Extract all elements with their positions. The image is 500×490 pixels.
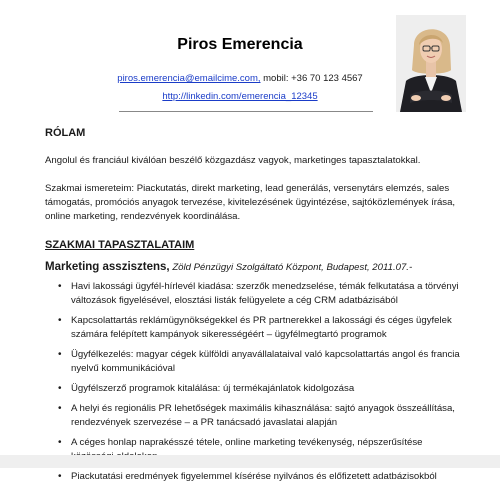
- mobile-number: mobil: +36 70 123 4567: [263, 73, 363, 84]
- page-bottom-strip: [0, 455, 500, 468]
- profile-photo: [396, 15, 466, 112]
- linkedin-link[interactable]: http://linkedin.com/emerencia_12345: [162, 91, 318, 102]
- email-link[interactable]: piros.emerencia@emailcime.com,: [117, 73, 261, 84]
- job-bullet-list: [45, 280, 465, 484]
- person-name: Piros Emerencia: [177, 36, 303, 53]
- job-title: Marketing asszisztens,: [45, 261, 170, 273]
- contact-info: [60, 70, 420, 106]
- list-item: • Havi lakossági ügyfél-hírlevél kiadása: szerzők menedzselése, témák felkutatása a törvényi változások figyelésével, elosztási listák felügyelete a cég CRM adatbázisából: [58, 280, 465, 308]
- section-title-about: RÓLAM: [45, 127, 86, 139]
- header-divider: [119, 111, 373, 112]
- list-item: • Kapcsolattartás reklámügynökségekkel és PR partnerekkel a lakossági és céges ügyfelek számára felépített kampányok sikerességéért – ügyfélmegtartó programok: [58, 314, 465, 342]
- list-item: • A helyi és regionális PR lehetőségek maximális kihasználása: sajtó anyagok összeállítása, rendezvények szervezése – a PR tanácsadó javaslatai alapján: [58, 402, 465, 430]
- job-heading: [45, 260, 465, 275]
- list-item: • Piackutatási eredmények figyelemmel kísérése nyilvános és előfizetett adatbázisokból: [58, 470, 465, 484]
- list-item: • Ügyfélkezelés: magyar cégek külföldi anyavállalataival való kapcsolattartás angol és francia nyelvű kommunikációval: [58, 348, 465, 376]
- list-item: • A céges honlap naprakésszé tétele, online marketing tevékenység, népszerűsítése: [58, 436, 465, 464]
- about-intro: Angolul és franciául kiválóan beszélő közgazdász vagyok, marketinges tapasztalatokkal.: [45, 155, 421, 166]
- section-title-experience: SZAKMAI TAPASZTALATAIM: [45, 239, 195, 251]
- about-skills: Szakmai ismereteim: Piackutatás, direkt marketing, lead generálás, versenytárs elemzés, sales támogatás, promóciós anyagok tervezése, kivitelezésének ügyintézése, sajtóközlemények írása, online marketing, rendezvények koordinálása.: [45, 183, 456, 222]
- cv-content: [45, 126, 465, 490]
- job-company: Zöld Pénzügyi Szolgáltató Központ, Budapest, 2011.07.-: [172, 262, 413, 273]
- list-item: • Ügyfélszerző programok kitalálása: új termékajánlatok kidolgozása: [58, 382, 465, 396]
